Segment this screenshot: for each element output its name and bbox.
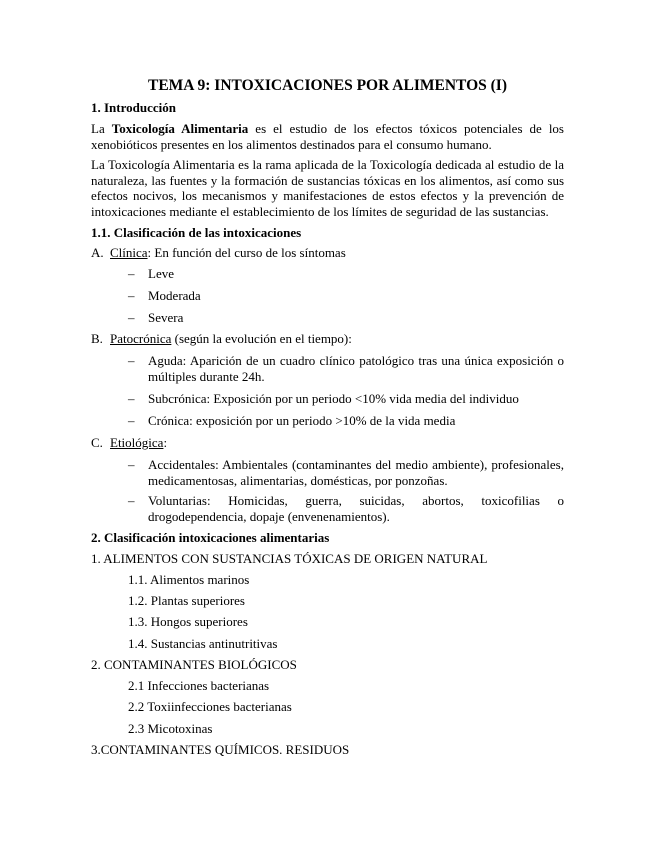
bullet-dash: – [128, 493, 135, 508]
class-c-label [110, 435, 167, 450]
class-b-rest: (según la evolución en el tiempo): [171, 331, 352, 346]
list-item: 1.2. Plantas superiores [128, 593, 245, 608]
p1-text-pre: La [91, 121, 112, 136]
list-item: Moderada [148, 288, 201, 303]
bullet-dash: – [128, 288, 135, 303]
group-heading-3: 3.CONTAMINANTES QUÍMICOS. RESIDUOS [91, 742, 350, 757]
list-item: Aguda: Aparición de un cuadro clínico patológico tras una única exposición o múltiples durante 24h. [148, 353, 564, 384]
list-item: Crónica: exposición por un periodo >10% de la vida media [148, 413, 456, 428]
group-heading-2: 2. CONTAMINANTES BIOLÓGICOS [91, 657, 297, 672]
list-item: Subcrónica: Exposición por un periodo <10% vida media del individuo [148, 391, 519, 406]
list-item: 2.2 Toxiinfecciones bacterianas [128, 699, 292, 714]
p1-bold-term: Toxicología Alimentaria [111, 121, 249, 136]
list-item: 1.1. Alimentos marinos [128, 572, 250, 587]
class-b-label [110, 331, 352, 346]
class-a-term: Clínica [110, 245, 148, 260]
bullet-dash: – [128, 310, 135, 325]
intro-paragraph-1 [91, 121, 564, 152]
class-c-letter: C. [91, 435, 103, 450]
list-item: 1.3. Hongos superiores [128, 614, 248, 629]
list-item: 2.3 Micotoxinas [128, 721, 213, 736]
page-title: TEMA 9: INTOXICACIONES POR ALIMENTOS (I) [148, 77, 507, 94]
bullet-dash: – [128, 266, 135, 281]
section-heading-introduccion: 1. Introducción [91, 100, 176, 115]
section-heading-clasificacion-alimentarias: 2. Clasificación intoxicaciones alimentarias [91, 530, 330, 545]
class-a-letter: A. [91, 245, 104, 260]
bullet-dash: – [128, 391, 135, 406]
bullet-dash: – [128, 457, 135, 472]
bullet-dash: – [128, 413, 135, 428]
class-b-term: Patocrónica [110, 331, 172, 346]
group-heading-1: 1. ALIMENTOS CON SUSTANCIAS TÓXICAS DE ORIGEN NATURAL [91, 551, 488, 566]
class-a-rest: : En función del curso de los síntomas [147, 245, 346, 260]
class-c-term: Etiológica [110, 435, 164, 450]
p1-text-post: es el estudio de los efectos tóxicos potenciales de los xenobióticos presentes en los alimentos destinados para el consumo humano. [91, 121, 564, 152]
class-a-label [110, 245, 346, 260]
list-item: 1.4. Sustancias antinutritivas [128, 636, 278, 651]
section-heading-clasificacion: 1.1. Clasificación de las intoxicaciones [91, 225, 302, 240]
list-item: Voluntarias: Homicidas, guerra, suicidas, abortos, toxicofilias o drogodependencia, dopaje (envenenamientos). [148, 493, 564, 524]
list-item: Severa [148, 310, 184, 325]
intro-paragraph-2: La Toxicología Alimentaria es la rama aplicada de la Toxicología dedicada al estudio de la naturaleza, las fuentes y la formación de sustancias tóxicas en los alimentos, así como sus efectos nocivos, los mecanismos y manifestaciones de estos efectos y la prevención de intoxicaciones mediante el establecimiento de los límites de seguridad de las sustancias. [91, 157, 564, 219]
list-item: Leve [148, 266, 174, 281]
bullet-dash: – [128, 353, 135, 368]
list-item: 2.1 Infecciones bacterianas [128, 678, 270, 693]
class-b-letter: B. [91, 331, 103, 346]
list-item: Accidentales: Ambientales (contaminantes del medio ambiente), profesionales, medicamentosas, alimentarias, domésticas, por ponzoñas. [148, 457, 564, 488]
class-c-rest: : [163, 435, 168, 450]
